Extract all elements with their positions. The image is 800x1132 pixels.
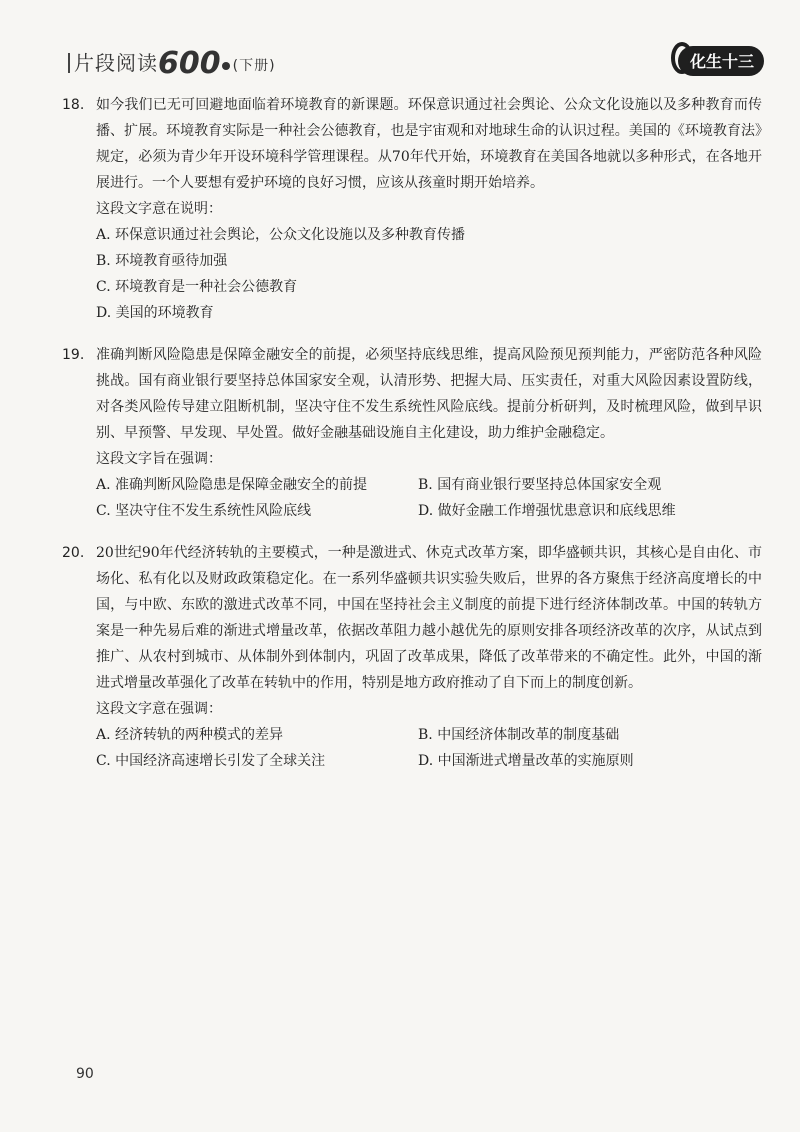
answer-options xyxy=(62,472,762,524)
question-passage: 如今我们已无可回避地面临着环境教育的新课题。环保意识通过社会舆论、公众文化设施以及多种教育而传播、扩展。环境教育实际是一种社会公德教育，也是宇宙观和对地球生命的认识过程。美国的《环境教育法》规定，必须为青少年开设环境科学管理课程。从70年代开始，环境教育在美国各地就以多种形式，在各地开展进行。一个人要想有爱护环境的良好习惯，应该从孩童时期开始培养。 xyxy=(96,97,762,191)
book-title xyxy=(68,46,276,81)
question-prompt: 这段文字旨在强调： xyxy=(96,451,222,467)
option-a[interactable]: A. 准确判断风险隐患是保障金融安全的前提 xyxy=(96,477,368,493)
page-header xyxy=(68,36,768,96)
option-d[interactable]: D. 美国的环境教育 xyxy=(96,305,214,321)
question-19 xyxy=(62,342,762,524)
book-title-number: 600 xyxy=(158,46,221,81)
option-c[interactable]: C. 环境教育是一种社会公德教育 xyxy=(96,279,298,295)
question-20 xyxy=(62,540,762,774)
option-d[interactable]: D. 中国渐进式增量改革的实施原则 xyxy=(418,753,634,769)
question-passage: 20世纪90年代经济转轨的主要模式，一种是激进式、休克式改革方案，即华盛顿共识，其核心是自由化、市场化、私有化以及财政政策稳定化。在一系列华盛顿共识实验失败后，世界的各方聚焦于经济高度增长的中国，与中欧、东欧的激进式改革不同，中国在坚持社会主义制度的前提下进行经济体制改革。中国的转轨方案是一种先易后难的渐进式增量改革，依据改革阻力越小越优先的原则安排各项经济改革的次序，从试点到推广、从农村到城市、从体制外到体制内，巩固了改革成果，降低了改革带来的不确定性。此外，中国的渐进式增量改革强化了改革在转轨中的作用，特别是地方政府推动了自下而上的制度创新。 xyxy=(96,545,762,691)
option-b[interactable]: B. 中国经济体制改革的制度基础 xyxy=(418,727,620,743)
option-c[interactable]: C. 中国经济高速增长引发了全球关注 xyxy=(96,753,326,769)
answer-options xyxy=(62,222,762,326)
title-bar-mark xyxy=(68,53,70,73)
question-passage: 准确判断风险隐患是保障金融安全的前提，必须坚持底线思维，提高风险预见预判能力，严密防范各种风险挑战。国有商业银行要坚持总体国家安全观，认清形势、把握大局、压实责任，对重大风险因素设置防线，对各类风险传导建立阻断机制，坚决守住不发生系统性风险底线。提前分析研判，及时梳理风险，做到早识别、早预警、早发现、早处置。做好金融基础设施自主化建设，助力维护金融稳定。 xyxy=(96,347,762,441)
option-b[interactable]: B. 环境教育亟待加强 xyxy=(96,253,228,269)
option-c[interactable]: C. 坚决守住不发生系统性风险底线 xyxy=(96,503,312,519)
brand-logo xyxy=(666,38,766,82)
question-number: 18. xyxy=(62,97,85,113)
question-prompt: 这段文字意在强调： xyxy=(96,701,222,717)
option-a[interactable]: A. 经济转轨的两种模式的差异 xyxy=(96,727,284,743)
brand-logo-text: 化生十三 xyxy=(689,52,755,71)
question-18 xyxy=(62,92,762,326)
option-a[interactable]: A. 环保意识通过社会舆论，公众文化设施以及多种教育传播 xyxy=(96,227,466,243)
book-volume-label: (下册) xyxy=(232,58,276,74)
answer-options xyxy=(62,722,762,774)
option-b[interactable]: B. 国有商业银行要坚持总体国家安全观 xyxy=(418,477,662,493)
question-number: 20. xyxy=(62,545,85,561)
title-dot-mark xyxy=(222,62,230,70)
question-list xyxy=(62,92,762,790)
question-number: 19. xyxy=(62,347,85,363)
book-title-text: 片段阅读 xyxy=(74,51,158,75)
question-prompt: 这段文字意在说明： xyxy=(96,201,222,217)
option-d[interactable]: D. 做好金融工作增强忧患意识和底线思维 xyxy=(418,503,676,519)
page-number: 90 xyxy=(76,1066,94,1082)
